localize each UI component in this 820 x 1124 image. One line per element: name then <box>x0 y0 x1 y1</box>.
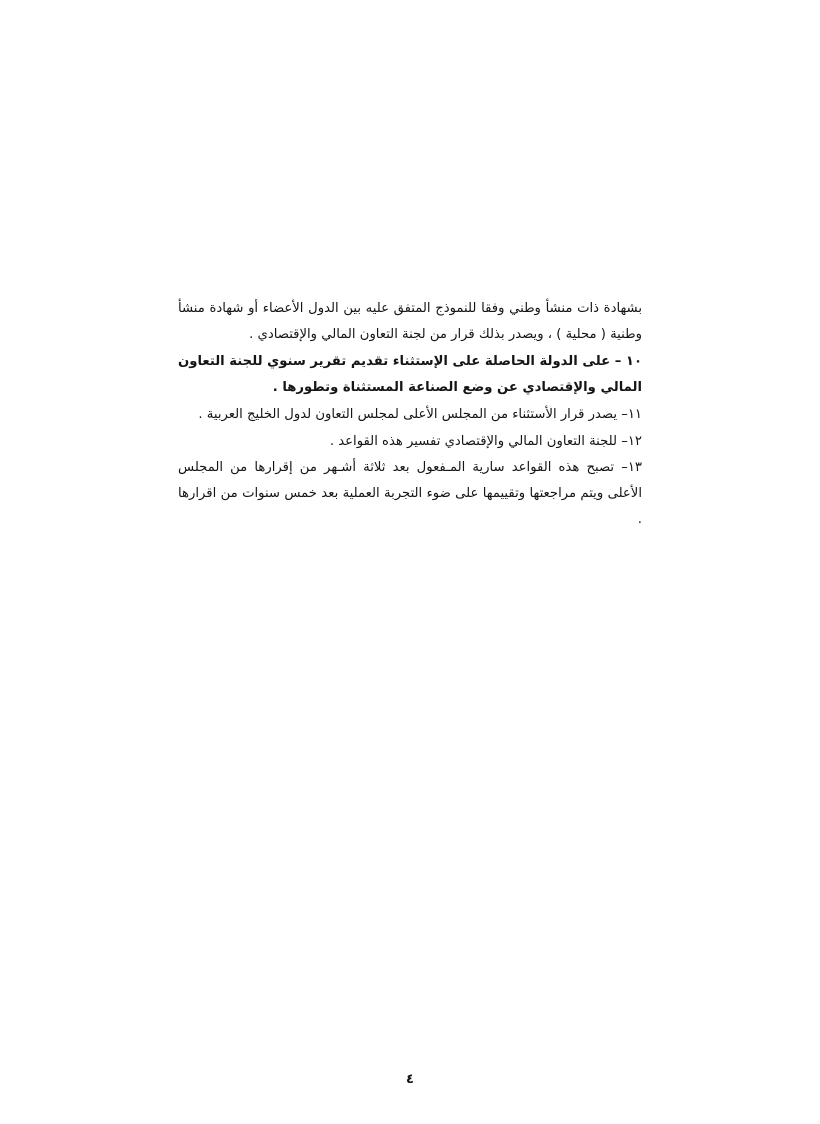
page-number: ٤ <box>406 1072 414 1087</box>
list-item <box>178 349 642 400</box>
document-body <box>178 296 642 534</box>
list-item-text: على الدولة الحاصلة على الإستثناء تقديم تقرير سنوي للجنة التعاون المالي والإقتصادي عن وضع الصناعة المستثناة وتطورها . <box>178 354 642 396</box>
list-item-number: ١٣– <box>621 460 642 476</box>
list-item-number: ١٠ – <box>614 354 643 370</box>
list-item-number: ١١– <box>621 406 642 422</box>
list-item-number: ١٢– <box>621 433 642 449</box>
list-item-text: تصبح هذه القواعد سارية المـفعول بعد ثلاثة أشـهر من إقرارها من المجلس الأعلى ويتم مراجعتها وتقييمها على ضوء التجربة العملية بعد خمس سنوات من اقرارها . <box>178 460 642 527</box>
list-item <box>178 455 642 532</box>
list-item-text: للجنة التعاون المالي والإقتصادي تفسير هذه القواعد . <box>329 433 618 449</box>
list-item-text: يصدر قرار الأستثناء من المجلس الأعلى لمجلس التعاون لدول الخليج العربية . <box>198 406 618 422</box>
paragraph-intro: بشهادة ذات منشأ وطني وفقا للنموذج المتفق عليه بين الدول الأعضاء أو شهادة منشأ وطنية ( محلية ) ، ويصدر بذلك قرار من لجنة التعاون المالي والإقتصادي . <box>178 301 642 342</box>
list-item <box>178 429 642 455</box>
list-item <box>178 402 642 428</box>
